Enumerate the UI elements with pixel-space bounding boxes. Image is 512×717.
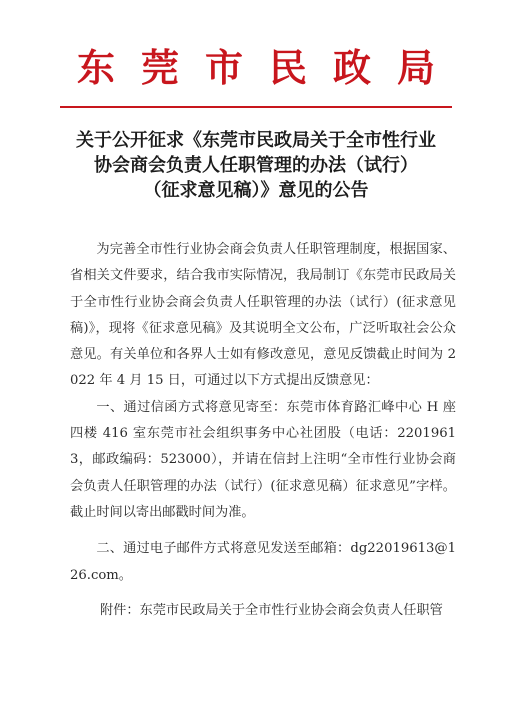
notice-title-line-1: 关于公开征求《东莞市民政局关于全市性行业 <box>76 130 436 151</box>
body-paragraph-email: 二、通过电子邮件方式将意见发送至邮箱：dg22019613@126.com。 <box>70 541 456 583</box>
notice-title-line-2: 协会商会负责人任职管理的办法（试行） <box>94 155 418 176</box>
body-paragraph-intro: 为完善全市性行业协会商会负责人任职管理制度，根据国家、省相关文件要求，结合我市实际情况，我局制订《东莞市民政局关于全市性行业协会商会负责人任职管理的办法（试行）(征求意见稿)》，现将《征求意见稿》及其说明全文公布，广泛听取社会公众意见。有关单位和各界人士如有修改意见，意见反馈截止时间为 2022 年 4 月 15 日，可通过以下方式提出反馈意见： <box>70 242 456 389</box>
notice-title <box>60 128 452 203</box>
notice-title-line-3: （征求意见稿）》意见的公告 <box>143 180 369 201</box>
letterhead-red-rule <box>60 106 452 108</box>
notice-body <box>70 237 456 589</box>
letterhead-title: 东莞市民政局 <box>76 45 461 90</box>
attachment-line: 附件：东莞市民政局关于全市性行业协会商会负责人任职管 <box>100 603 443 618</box>
body-paragraph-mail: 一、通过信函方式将意见寄至：东莞市体育路汇峰中心 H 座四楼 416 室东莞市社会组织事务中心社团股（电话：22019613，邮政编码：523000），并请在信封上注明“全市性行业协会商会负责人任职管理的办法（试行）(征求意见稿）征求意见”字样。截止时间以寄出邮戳时间为准。 <box>70 399 456 520</box>
